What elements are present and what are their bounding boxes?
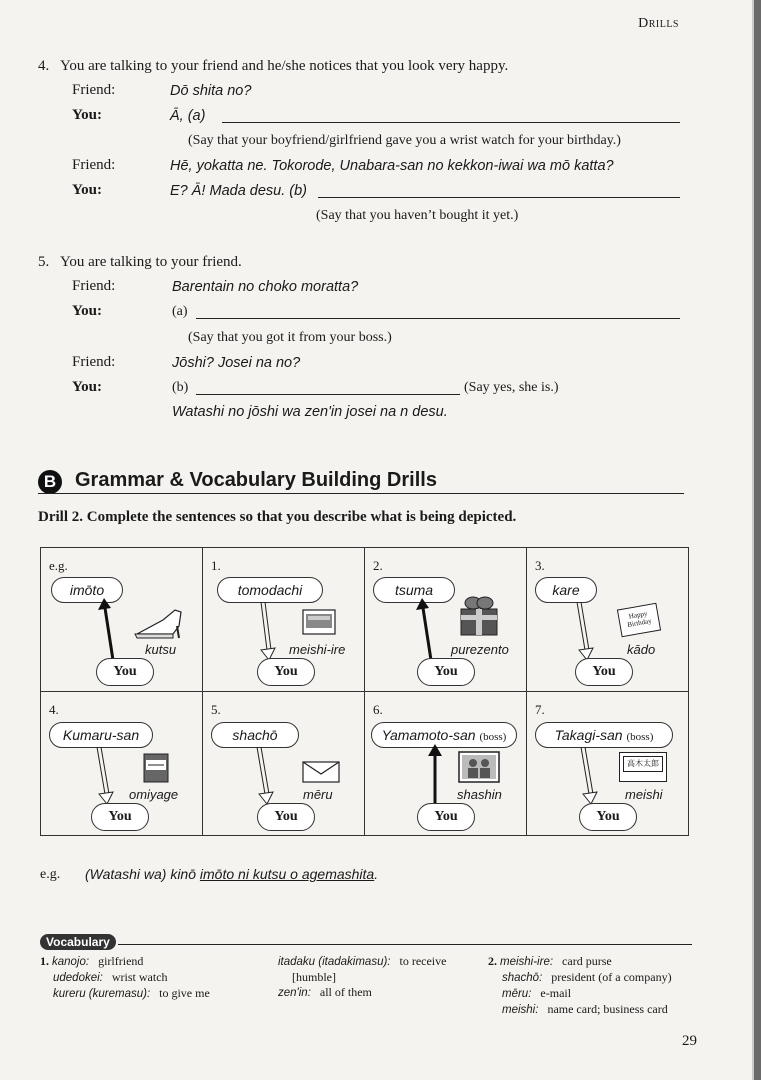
you-bubble: You <box>417 803 475 831</box>
object-label: mēru <box>303 787 333 802</box>
section-b-badge: B <box>38 470 62 494</box>
example-sentence <box>85 866 378 882</box>
q4-answer-b-line[interactable] <box>318 197 680 198</box>
vocab-entry: 1. kanojo: girlfriend <box>40 954 144 968</box>
q5-prompt: You are talking to your friend. <box>60 254 242 270</box>
object-label: omiyage <box>129 787 179 802</box>
q4-friend-label-2: Friend: <box>72 157 116 173</box>
vocab-col-1 <box>40 954 210 1002</box>
person-bubble: tomodachi <box>217 577 323 603</box>
q4-prompt: You are talking to your friend and he/she notices that you look very happy. <box>60 58 509 74</box>
drill2-instruction: Drill 2. Complete the sentences so that you describe what is being depicted. <box>38 509 517 525</box>
shoe-icon <box>133 604 185 642</box>
picture-grid <box>40 547 689 836</box>
q5-answer-b-line[interactable] <box>196 394 460 395</box>
q4-hint-a: (Say that your boyfriend/girlfriend gave you a wrist watch for your birthday.) <box>188 133 621 148</box>
object-label: meishi <box>625 787 663 802</box>
cell-number: 3. <box>535 558 545 573</box>
person-bubble: imōto <box>51 577 123 603</box>
q5-line2: (a) <box>172 304 188 319</box>
q4-line2: Ā, (a) <box>170 108 206 124</box>
you-bubble: You <box>257 803 315 831</box>
vocabulary-badge: Vocabulary <box>40 934 116 950</box>
q4-you-label-2: You: <box>72 182 103 198</box>
gift-box-icon <box>457 593 501 637</box>
object-label: kutsu <box>145 642 177 657</box>
grid-cell-1 <box>203 548 365 692</box>
example-prefix: (Watashi wa) kinō <box>85 866 200 882</box>
q4-you-label-1: You: <box>72 107 103 123</box>
cell-number: 2. <box>373 558 383 573</box>
person-bubble: kare <box>535 577 597 603</box>
person-bubble: tsuma <box>373 577 455 603</box>
q4-line1: Dō shita no? <box>170 83 252 99</box>
vocab-entry: zen'in: all of them <box>278 985 372 999</box>
q5-answer-a-line[interactable] <box>196 318 680 319</box>
vocab-col-2 <box>278 954 446 1001</box>
vocab-entry: udedokei: wrist watch <box>53 970 168 984</box>
card-case-icon <box>301 606 337 638</box>
q5-friend-label-1: Friend: <box>72 278 116 294</box>
person-name: Yamamoto-san <box>381 727 476 743</box>
vocab-entry: itadaku (itadakimasu): to receive <box>278 954 447 968</box>
q5-line1: Barentain no choko moratta? <box>172 279 359 295</box>
you-bubble: You <box>96 658 154 686</box>
q5-you-label-1: You: <box>72 303 103 319</box>
q5-friend-label-2: Friend: <box>72 354 116 370</box>
page-number: 29 <box>682 1033 697 1049</box>
you-bubble: You <box>575 658 633 686</box>
q4-number: 4. <box>38 58 50 74</box>
cell-number: 7. <box>535 702 545 717</box>
you-bubble: You <box>579 803 637 831</box>
q5-hint-a: (Say that you got it from your boss.) <box>188 330 392 345</box>
grid-cell-4 <box>41 692 203 836</box>
example-suffix: . <box>374 866 379 882</box>
q5-you-label-2: You: <box>72 379 103 395</box>
section-b-title: Grammar & Vocabulary Building Drills <box>75 469 437 491</box>
envelope-icon <box>301 760 341 784</box>
person-name: Takagi-san <box>554 727 623 743</box>
vocab-entry: mēru: e-mail <box>502 986 572 1000</box>
person-note: (boss) <box>626 731 654 743</box>
cell-number: 4. <box>49 702 59 717</box>
page-edge-shadow <box>754 0 761 1080</box>
object-label: purezento <box>451 642 509 657</box>
vocab-entry: [humble] <box>292 970 336 984</box>
cell-number: 1. <box>211 558 221 573</box>
q5-line5: Watashi no jōshi wa zen'in josei na n desu. <box>172 404 448 420</box>
photo-icon <box>457 750 501 784</box>
vocabulary-rule <box>118 944 692 945</box>
vocab-col-3 <box>488 954 672 1018</box>
birthday-card-icon: Happy Birthday <box>617 603 661 638</box>
q4-friend-label-1: Friend: <box>72 82 116 98</box>
cell-number: e.g. <box>49 558 68 573</box>
souvenir-box-icon <box>141 750 171 786</box>
cell-number: 5. <box>211 702 221 717</box>
grid-cell-eg <box>41 548 203 692</box>
you-bubble: You <box>91 803 149 831</box>
object-label: shashin <box>457 787 502 802</box>
grid-cell-7 <box>527 692 689 836</box>
grid-cell-2 <box>365 548 527 692</box>
object-label: meishi-ire <box>289 642 346 657</box>
grid-cell-5 <box>203 692 365 836</box>
object-label: kādo <box>627 642 656 657</box>
section-b-rule <box>38 493 684 494</box>
you-bubble: You <box>417 658 475 686</box>
grid-cell-6 <box>365 692 527 836</box>
q5-line3: Jōshi? Josei na no? <box>172 355 301 371</box>
q4-answer-a-line[interactable] <box>222 122 680 123</box>
person-bubble: Kumaru-san <box>49 722 153 748</box>
vocab-entry: meishi: name card; business card <box>502 1002 668 1016</box>
business-card-icon <box>619 752 667 782</box>
cell-number: 6. <box>373 702 383 717</box>
q5-number: 5. <box>38 254 50 270</box>
q4-line3: Hē, yokatta ne. Tokorode, Unabara-san no kekkon-iwai wa mō katta? <box>170 158 614 174</box>
person-note: (boss) <box>479 731 507 743</box>
q4-hint-b: (Say that you haven’t bought it yet.) <box>316 208 519 223</box>
running-header: Drills <box>638 16 679 31</box>
vocab-entry: shachō: president (of a company) <box>502 970 672 984</box>
you-bubble: You <box>257 658 315 686</box>
example-label: e.g. <box>40 867 61 882</box>
grid-cell-3 <box>527 548 689 692</box>
q5-line4: (b) <box>172 380 189 395</box>
example-answer: imōto ni kutsu o agemashita <box>199 866 375 882</box>
vocab-entry: kureru (kuremasu): to give me <box>53 986 210 1000</box>
vocab-entry: 2. meishi-ire: card purse <box>488 954 612 968</box>
q5-hint-b: (Say yes, she is.) <box>464 380 559 395</box>
q4-line4: E? Ā! Mada desu. (b) <box>170 183 308 199</box>
card-name: 高木太郎 <box>623 756 663 772</box>
person-bubble: shachō <box>211 722 299 748</box>
